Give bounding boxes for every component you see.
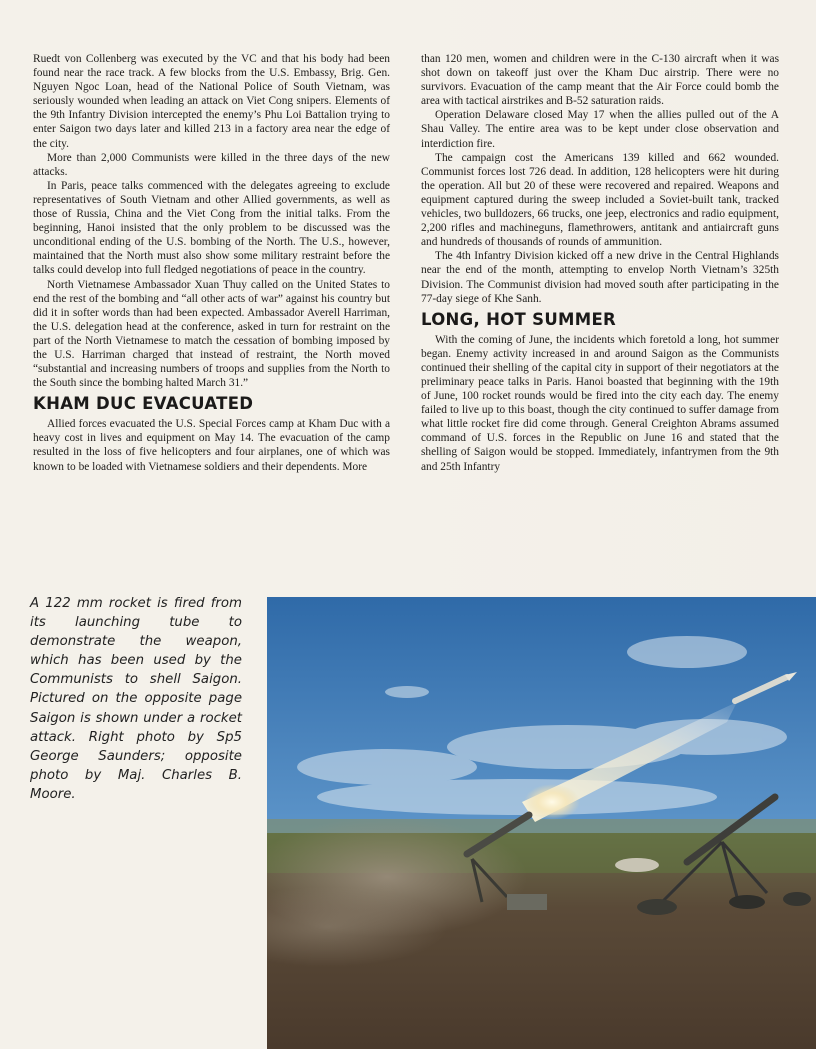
photo-caption: A 122 mm rocket is fired from its launching tube to demonstrate the weapon, which has been used by the Communists to shell Saigon. Pictured on the opposite page Saigon is shown under a rocket attack. Right photo by Sp5 George Saunders; opposite photo by Maj. Charles B. Moore.	[30, 596, 242, 802]
paragraph: More than 2,000 Communists were killed in the three days of the new attacks.	[33, 151, 390, 178]
paragraph: The 4th Infantry Division kicked off a new drive in the Central Highlands near the end of the month, attempting to envelop North Vietnam’s 325th Division. The Communist division had moved south after participating in the 77-day siege of Khe Sanh.	[421, 250, 779, 305]
paragraph: In Paris, peace talks commenced with the delegates agreeing to exclude representatives of South Vietnam and other Allied governments, as well as those of Russia, China and the Viet Cong from the initial talks. From the beginning, Hanoi insisted that the only problem to be discussed was the unconditional ending of the U.S. bombing of the North. The U.S., however, maintained that the North must also show some military restraint before the talks could develop into full fledged negotiations of peace in the country.	[33, 179, 390, 277]
section-heading-kham-duc: KHAM DUC EVACUATED	[33, 394, 254, 414]
left-text-column	[33, 52, 390, 474]
rocket-launch-illustration	[267, 597, 816, 1049]
right-text-column	[421, 52, 779, 474]
paragraph: North Vietnamese Ambassador Xuan Thuy called on the United States to end the rest of the bombing and “all other acts of war” against his country but did it in softer words than had been expected. Ambassador Averell Harriman, the U.S. delegation head at the conference, asked in turn for restraint on the part of the North Vietnamese to match the cessation of bombing imposed by the U.S. Harriman charged that instead of restraint, the North moved “substantial and increasing numbers of troops and supplies from the North to the South since the bombing halted March 31.”	[33, 278, 390, 390]
section-heading-long-hot-summer: LONG, HOT SUMMER	[421, 309, 617, 329]
paragraph: The campaign cost the Americans 139 killed and 662 wounded. Communist forces lost 726 dead. In addition, 128 helicopters were hit during the operation. All but 20 of these were recovered and repaired. Weapons and equipment captured during the sweep included a Soviet-built tank, tracked vehicles, two bulldozers, 66 trucks, one jeep, electronics and radio equipment, 2,200 rifles and machineguns, flamethrowers, antitank and antiaircraft guns and hundreds of thousands of rounds of ammunition.	[421, 151, 779, 249]
paragraph: than 120 men, women and children were in the C-130 aircraft when it was shot down on takeoff just over the Kham Duc airstrip. There were no survivors. Evacuation of the camp meant that the Air Force could bomb the area with tactical airstrikes and B-52 saturation raids.	[421, 53, 779, 108]
paragraph: Ruedt von Collenberg was executed by the VC and that his body had been found near the race track. A few blocks from the U.S. Embassy, Brig. Gen. Nguyen Ngoc Loan, head of the National Police of South Vietnam, was seriously wounded when leading an attack on Viet Cong snipers. Elements of the 9th Infantry Division intercepted the enemy’s Phu Loi Battalion trying to enter Saigon two days later and killed 213 in a factory area near the edge of the city.	[33, 53, 390, 150]
paragraph: Allied forces evacuated the U.S. Special Forces camp at Kham Duc with a heavy cost in lives and equipment on May 14. The evacuation of the camp resulted in the loss of five helicopters and four airplanes, one of which was known to be loaded with Vietnamese soldiers and their dependents. More	[33, 418, 390, 473]
paragraph: With the coming of June, the incidents which foretold a long, hot summer began. Enemy activity increased in and around Saigon as the Communists continued their shelling of the capital city in support of their negotiators at the preliminary peace talks in Paris. Hanoi boasted that beginning with the 19th of June, 100 rocket rounds would be fired into the city each day. The enemy failed to live up to this boast, though the city continued to suffer damage from what little rocket fire did come through. General Creighton Abrams assumed command of U.S. forces in the Republic on June 16 and stated that the shelling of Saigon would be stopped. Immediately, infantrymen from the 9th and 25th Infantry	[421, 333, 779, 473]
rock	[615, 858, 659, 872]
rocket-launch-photo	[267, 597, 816, 1049]
paragraph: Operation Delaware closed May 17 when the allies pulled out of the A Shau Valley. The entire area was to be kept under close observation and interdiction fire.	[421, 109, 779, 150]
